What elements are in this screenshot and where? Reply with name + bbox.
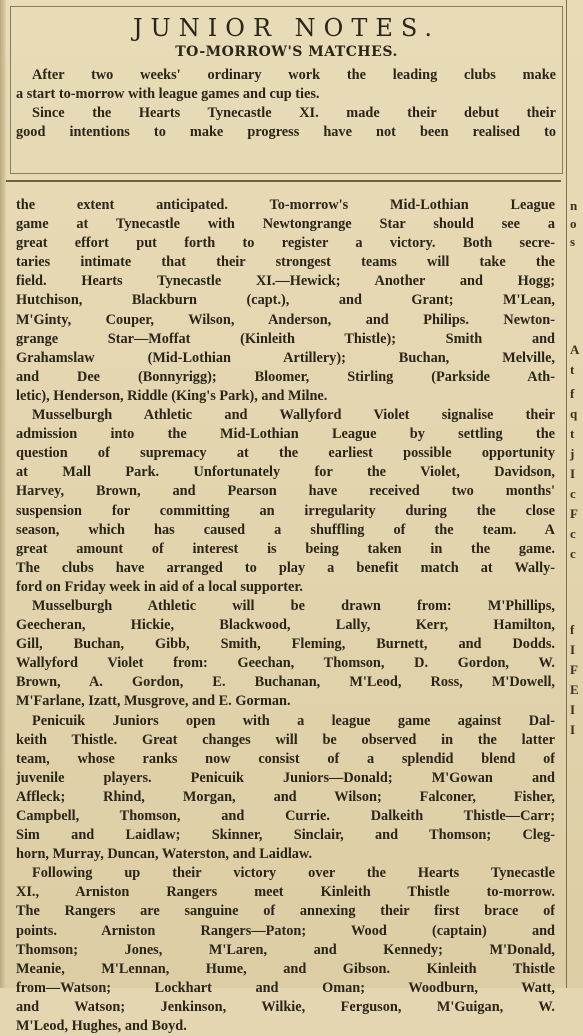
- text-line: good intentions to make progress have not been realised to: [16, 124, 556, 141]
- fragment-char: f: [570, 386, 575, 401]
- text-line: admission into the Mid-Lothian League by settling the: [16, 426, 555, 443]
- text-line: Campbell, Thomson, and Currie. Dalkeith Thistle—Carr;: [16, 808, 555, 824]
- text-line: Following up their victory over the Hearts Tynecastle: [32, 865, 555, 882]
- fragment-char: c: [570, 526, 576, 541]
- text-line: M'Farlane, Izatt, Musgrove, and E. Gorman.: [16, 693, 291, 710]
- text-line: horn, Murray, Duncan, Waterston, and Laidlaw.: [16, 846, 313, 863]
- text-line: the extent anticipated. To-morrow's Mid-Lothian League: [16, 197, 555, 213]
- text-line: Harvey, Brown, and Pearson have received two months': [16, 483, 555, 500]
- header-paragraphs: [16, 66, 556, 142]
- text-line: Musselburgh Athletic will be drawn from: M'Phillips,: [32, 597, 555, 614]
- fragment-char: F: [570, 506, 578, 521]
- text-line: Sim and Laidlaw; Skinner, Sinclair, and Thomson; Cleg-: [16, 827, 555, 844]
- column-rule: [566, 0, 567, 988]
- text-line: Hutchison, Blackburn (capt.), and Grant; M'Lean,: [16, 292, 555, 309]
- column-heading: JUNIOR NOTES.: [132, 14, 441, 42]
- fragment-char: j: [570, 446, 575, 461]
- text-line: Affleck; Rhind, Morgan, and Wilson; Falconer, Fisher,: [16, 788, 555, 805]
- fragment-char: I: [570, 466, 576, 481]
- fragment-char: f: [570, 622, 575, 637]
- text-line: team, whose ranks now consist of a splendid blend of: [16, 750, 555, 767]
- column-subheading: TO-MORROW'S MATCHES.: [175, 44, 398, 60]
- fragment-char: q: [570, 406, 578, 421]
- text-line: After two weeks' ordinary work the leading clubs make: [32, 67, 556, 83]
- text-line: letic), Henderson, Riddle (King's Park), and Milne.: [16, 387, 328, 404]
- text-line: taries intimate that their strongest teams will take the: [16, 254, 555, 271]
- text-line: juvenile players. Penicuik Juniors—Donald; M'Gowan and: [16, 769, 555, 786]
- text-line: game at Tynecastle with Newtongrange Star should see a: [16, 216, 555, 233]
- page-edge-shadow: [0, 0, 6, 988]
- text-line: ford on Friday week in aid of a local supporter.: [16, 578, 304, 595]
- header-divider: [6, 180, 561, 182]
- text-line: Musselburgh Athletic and Wallyford Violet signalise their: [32, 407, 555, 424]
- text-line: keith Thistle. Great changes will be observed in the latter: [16, 731, 555, 748]
- text-line: The clubs have arranged to play a benefit match at Wally-: [16, 559, 555, 576]
- text-line: The Rangers are sanguine of annexing their first brace of: [16, 903, 555, 920]
- text-line: season, which has caused a shuffling of the team. A: [16, 521, 555, 538]
- text-line: great amount of interest is being taken in the game.: [16, 540, 555, 557]
- text-line: Brown, A. Gordon, E. Buchanan, M'Leod, Ross, M'Dowell,: [16, 674, 555, 691]
- fragment-char: t: [570, 426, 575, 441]
- text-line: Gill, Buchan, Gibb, Smith, Fleming, Burnett, and Dodds.: [16, 636, 555, 653]
- text-line: field. Hearts Tynecastle XI.—Hewick; Another and Hogg;: [16, 273, 555, 290]
- text-line: and Dee (Bonnyrigg); Bloomer, Stirling (Parkside Ath-: [16, 368, 555, 385]
- text-line: great effort put forth to register a victory. Both secre-: [16, 235, 555, 252]
- text-line: Thomson; Jones, M'Laren, and Kennedy; M'Donald,: [16, 941, 555, 958]
- text-line: suspension for committing an irregularity during the close: [16, 502, 555, 519]
- fragment-char: o: [570, 216, 577, 231]
- fragment-char: A: [570, 342, 580, 357]
- fragment-char: c: [570, 546, 576, 561]
- text-line: XI., Arniston Rangers meet Kinleith Thistle to-morrow.: [16, 884, 555, 901]
- text-line: grange Star—Moffat (Kinleith Thistle); Smith and: [16, 330, 555, 347]
- text-line: at Mall Park. Unfortunately for the Violet, Davidson,: [16, 464, 555, 481]
- text-line: from—Watson; Lockhart and Oman; Woodburn, Watt,: [16, 979, 555, 996]
- article-body: [16, 196, 555, 1036]
- text-line: question of supremacy at the earliest possible opportunity: [16, 445, 555, 462]
- text-line: Geecheran, Hickie, Blackwood, Lally, Kerr, Hamilton,: [16, 617, 555, 634]
- text-line: points. Arniston Rangers—Paton; Wood (captain) and: [16, 922, 555, 939]
- fragment-char: I: [570, 702, 576, 717]
- text-line: Since the Hearts Tynecastle XI. made their debut their: [32, 105, 556, 122]
- text-line: Penicuik Juniors open with a league game against Dal-: [32, 712, 555, 729]
- text-line: Wallyford Violet from: Geechan, Thomson, D. Gordon, W.: [16, 655, 555, 672]
- fragment-char: n: [570, 198, 578, 213]
- text-line: Grahamslaw (Mid-Lothian Artillery); Buchan, Melville,: [16, 349, 555, 366]
- text-line: and Watson; Jenkinson, Wilkie, Ferguson, M'Guigan, W.: [16, 998, 555, 1015]
- fragment-char: c: [570, 486, 576, 501]
- fragment-char: E: [570, 682, 579, 697]
- fragment-char: I: [570, 642, 576, 657]
- fragment-char: F: [570, 662, 578, 677]
- fragment-char: t: [570, 362, 575, 377]
- text-line: M'Leod, Hughes, and Boyd.: [16, 1018, 187, 1035]
- fragment-char: s: [570, 234, 576, 249]
- fragment-char: I: [570, 722, 576, 737]
- text-line: Meanie, M'Lennan, Hume, and Gibson. Kinleith Thistle: [16, 960, 555, 977]
- text-line: M'Ginty, Couper, Wilson, Anderson, and Philips. Newton-: [16, 311, 555, 328]
- text-line: a start to-morrow with league games and cup ties.: [16, 86, 320, 103]
